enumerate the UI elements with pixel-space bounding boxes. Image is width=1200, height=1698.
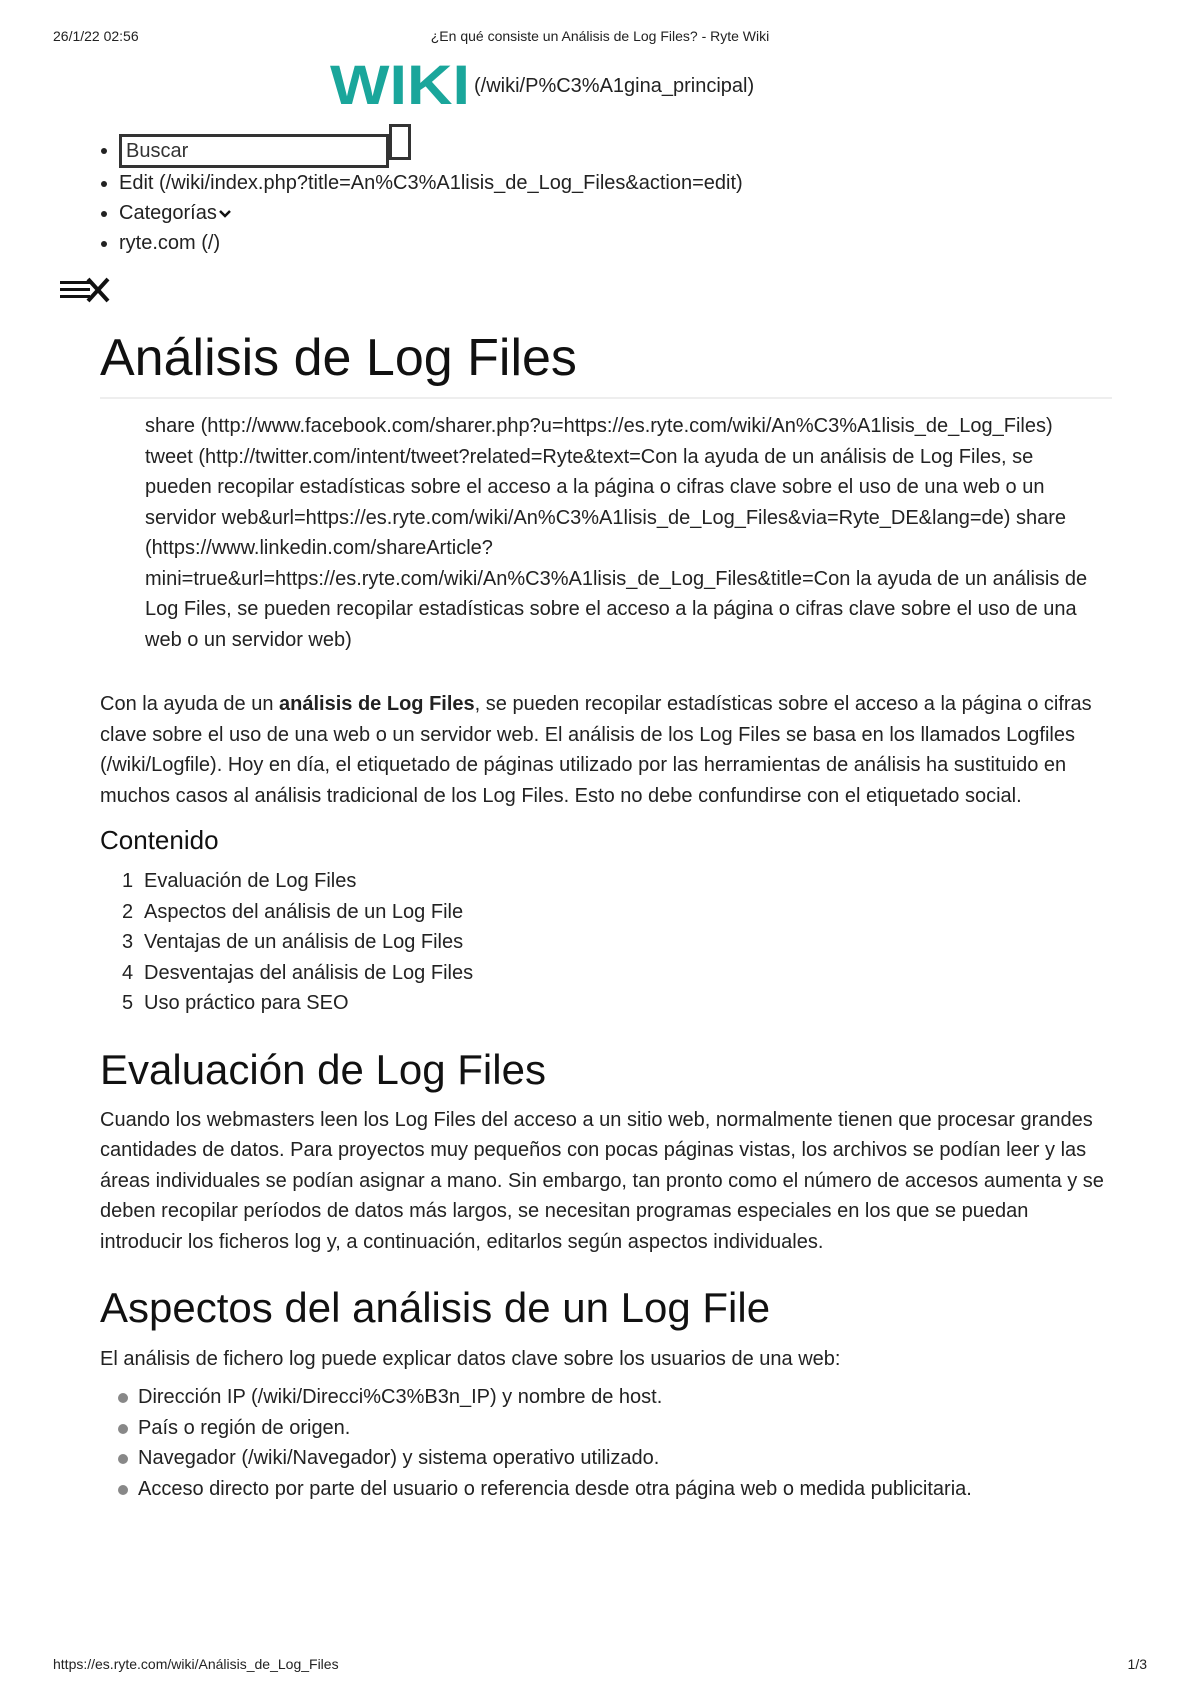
toc-label[interactable]: Ventajas de un análisis de Log Files — [144, 931, 464, 954]
list-item: Navegador (/wiki/Navegador) y sistema operativo utilizado. — [116, 1443, 1112, 1474]
toc-label[interactable]: Desventajas del análisis de Log Files — [144, 961, 474, 984]
print-url: https://es.ryte.com/wiki/Análisis_de_Log_Files — [53, 1656, 339, 1672]
aspectos-list — [100, 1382, 1112, 1504]
toc-number: 3 — [122, 931, 134, 954]
section-aspectos-intro: El análisis de fichero log puede explicar datos clave sobre los usuarios de una web: — [100, 1347, 841, 1370]
menu-close-toggle[interactable] — [60, 276, 112, 309]
toc-item[interactable] — [122, 958, 1112, 989]
page-title: Análisis de Log Files — [100, 330, 1112, 399]
toc-item[interactable] — [122, 897, 1112, 928]
nav-item-edit[interactable] — [119, 168, 743, 198]
toc-item[interactable] — [122, 866, 1112, 897]
wiki-logo-text: WIKI — [330, 62, 470, 108]
edit-link[interactable]: Edit (/wiki/index.php?title=An%C3%A1lisis_de_Log_Files&action=edit) — [119, 172, 743, 194]
section-heading-aspectos: Aspectos del análisis de un Log File — [100, 1284, 771, 1332]
toc-number: 5 — [122, 992, 134, 1015]
categories-label[interactable]: Categorías — [119, 202, 217, 224]
intro-keyword: análisis de Log Files — [279, 693, 475, 716]
toc-number: 4 — [122, 961, 134, 984]
wiki-logo-graphic — [330, 62, 470, 108]
intro-text-pre: Con la ayuda de un — [100, 693, 280, 716]
toc-item[interactable] — [122, 927, 1112, 958]
search-input[interactable] — [119, 134, 389, 168]
logo-row — [330, 62, 754, 108]
intro-text-post: , se pueden recopilar estadísticas sobre el acceso a la página o cifras clave sobre el uso de una web o un servidor web. El análisis de los Log Files se basa en los llamados Logfiles (/wiki/Logfile). Hoy en día, el etiquetado de páginas utilizado por las herramientas de análisis ha sustituido en muchos casos al análisis tradicional de los Log Files. Esto no debe confundirse con el etiquetado social. — [100, 693, 1092, 807]
wiki-logo-link[interactable]: (/wiki/P%C3%A1gina_principal) — [474, 74, 755, 97]
chevron-down-icon — [219, 209, 231, 219]
intro-paragraph — [100, 689, 1112, 811]
toc-label[interactable]: Uso práctico para SEO — [144, 992, 349, 1015]
toc-label[interactable]: Aspectos del análisis de un Log File — [144, 900, 464, 923]
section-evaluacion-text: Cuando los webmasters leen los Log Files del acceso a un sitio web, normalmente tienen que procesar grandes cantidades de datos. Para proyectos muy pequeños con pocas páginas vistas, los archivos se podían leer y las áreas individuales se podían asignar a mano. Sin embargo, tan pronto como el número de accesos aumenta y se deben recopilar períodos de datos más largos, se necesitan programas especiales en los que se puedan introducir los ficheros log y, a continuación, editarlos según aspectos individuales. — [100, 1108, 1104, 1253]
list-item: País o región de origen. — [116, 1413, 1112, 1444]
article-content — [100, 330, 1112, 1504]
nav-item-categories[interactable] — [119, 198, 743, 228]
toc-title: Contenido — [100, 825, 219, 856]
table-of-contents — [100, 866, 1112, 1019]
search-box — [119, 134, 411, 168]
search-button[interactable] — [389, 124, 411, 160]
nav-list — [95, 134, 743, 258]
wiki-logo[interactable] — [330, 62, 470, 108]
share-links[interactable]: share (http://www.facebook.com/sharer.php?u=https://es.ryte.com/wiki/An%C3%A1lisis_de_Log_Files) tweet (http://twitter.com/intent/tweet?related=Ryte&text=Con la ayuda de un análisis de Log Files, se pueden recopilar estadísticas sobre el acceso a la página o cifras clave sobre el uso de una web o un servidor web&url=https://es.ryte.com/wiki/An%C3%A1lisis_de_Log_Files&via=Ryte_DE&lang=de) share (https://www.linkedin.com/shareArticle?mini=true&url=https://es.ryte.com/wiki/An%C3%A1lisis_de_Log_Files&title=Con la ayuda de un análisis de Log Files, se pueden recopilar estadísticas sobre el acceso a la página o cifras clave sobre el uso de una web o un servidor web) — [145, 415, 1088, 651]
toc-item[interactable] — [122, 988, 1112, 1019]
print-date: 26/1/22 02:56 — [53, 28, 139, 44]
nav-item-ryte[interactable] — [119, 228, 743, 258]
nav-item-search — [119, 134, 743, 168]
menu-close-icon — [60, 276, 112, 304]
section-heading-evaluacion: Evaluación de Log Files — [100, 1045, 546, 1093]
print-page-title: ¿En qué consiste un Análisis de Log Files? - Ryte Wiki — [430, 28, 770, 44]
list-item: Acceso directo por parte del usuario o referencia desde otra página web o medida publicitaria. — [116, 1474, 1112, 1505]
print-page-number: 1/3 — [1127, 1656, 1147, 1672]
toc-number: 1 — [122, 870, 134, 893]
ryte-link[interactable]: ryte.com (/) — [119, 232, 221, 254]
toc-label[interactable]: Evaluación de Log Files — [144, 870, 357, 893]
list-item: Dirección IP (/wiki/Direcci%C3%B3n_IP) y nombre de host. — [116, 1382, 1112, 1413]
toc-number: 2 — [122, 900, 134, 923]
